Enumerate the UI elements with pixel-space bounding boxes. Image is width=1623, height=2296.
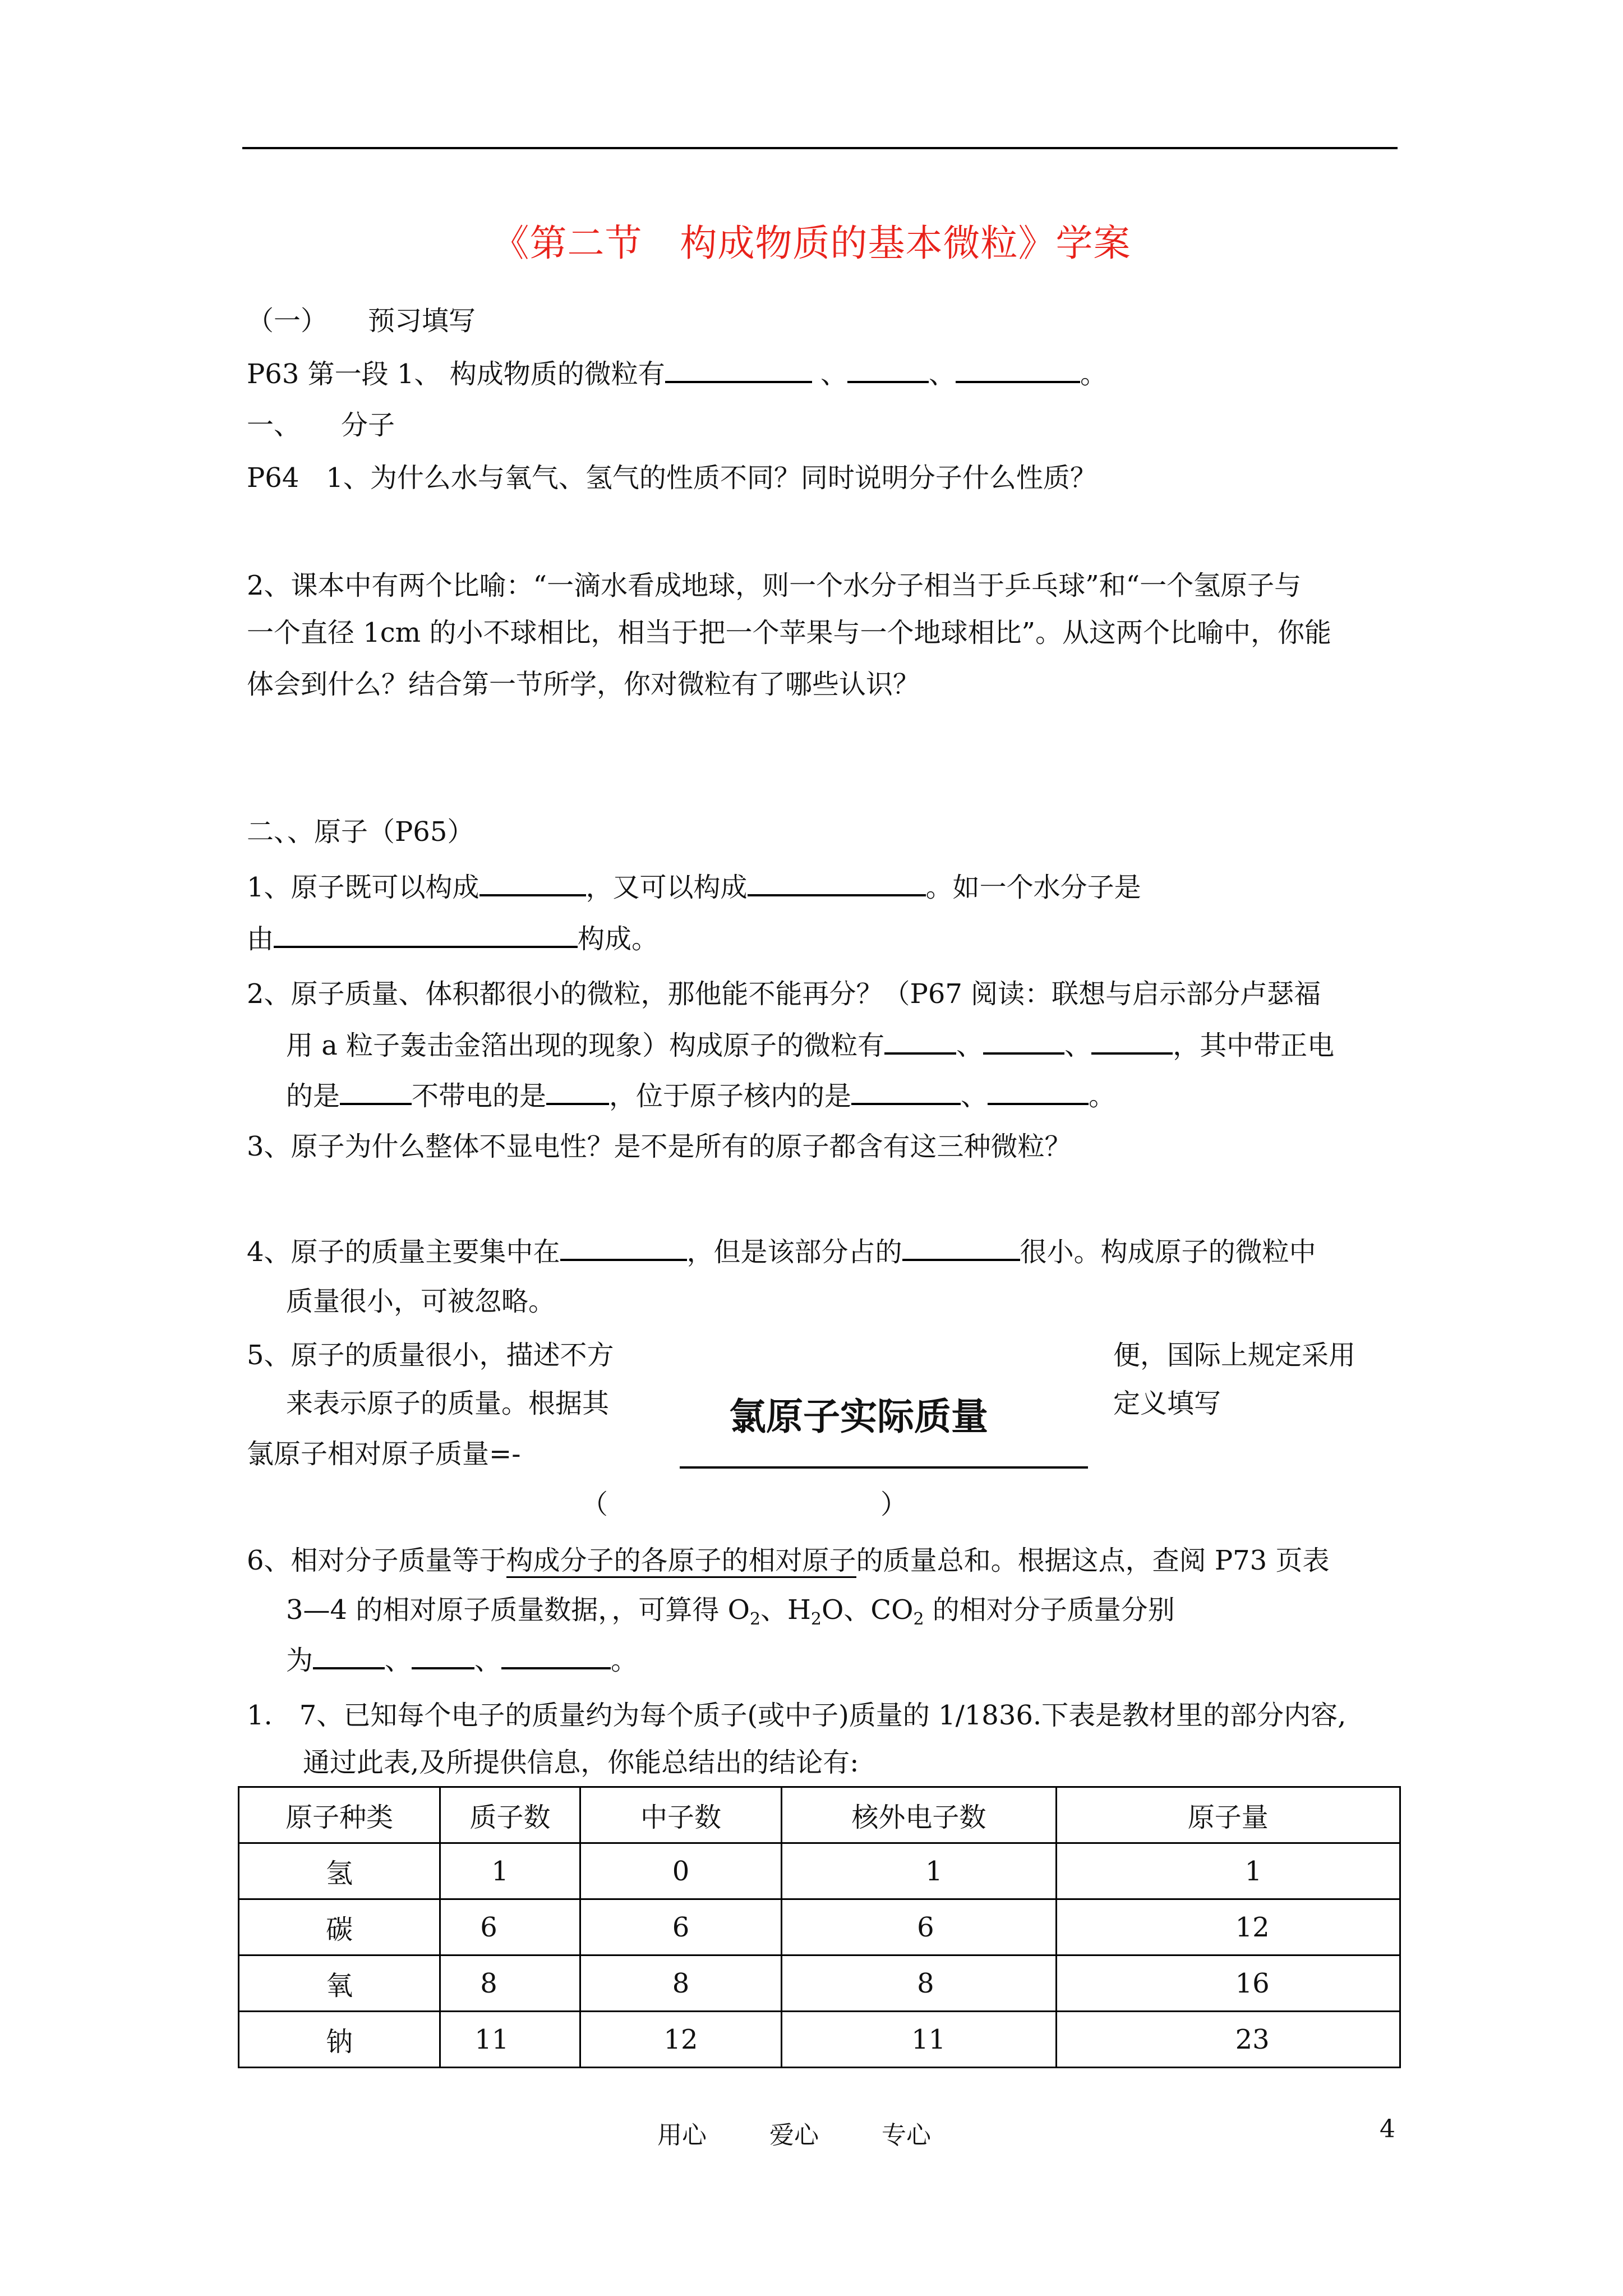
table-cell: 16 [1056, 1955, 1400, 2012]
atom-question-5-left: 氯原子相对原子质量=- [247, 1438, 521, 1470]
question-2-line: 体会到什么？结合第一节所学，你对微粒有了哪些认识？ [247, 669, 920, 700]
header-rule [242, 147, 1398, 149]
fraction-numerator: 氯原子实际质量 [729, 1395, 988, 1438]
table-cell: 8 [440, 1955, 580, 2012]
answer-blank[interactable] [546, 1078, 609, 1105]
question-6-line2: 3—4 的相对原子质量数据，，可算得 $O_2$、$H_2O$、$CO_2$ 的相对分子质量分别 [286, 1594, 1175, 1629]
table-header-cell: 质子数 [440, 1787, 580, 1843]
question-7-line2: 通过此表,及所提供信息，你能总结出的结论有: [303, 1747, 859, 1778]
atom-question-5-right: 便，国际上规定采用 [1113, 1340, 1356, 1371]
answer-blank[interactable] [983, 1028, 1064, 1055]
question-6-line3: 为 、 、 。 [286, 1642, 638, 1677]
atom-data-table [238, 1786, 1401, 2068]
atom-question-3: 3、原子为什么整体不显电性？是不是所有的原子都含有这三种微粒？ [247, 1131, 1072, 1162]
table-cell: 11 [782, 2012, 1056, 2068]
table-header-cell: 原子量 [1056, 1787, 1400, 1843]
table-cell: 氢 [239, 1843, 440, 1899]
table-header-row [239, 1787, 1400, 1843]
table-cell: 8 [580, 1955, 781, 2012]
section-preview-heading: （一） 预习填写 [247, 305, 476, 337]
p63-question: P63 第一段 1、 构成物质的微粒有 、 、 。 [247, 356, 1107, 391]
answer-blank[interactable] [748, 869, 926, 896]
table-cell: 1 [440, 1843, 580, 1899]
answer-blank[interactable] [665, 356, 812, 383]
part2-heading: 二、、原子（P65） [247, 816, 474, 848]
answer-blank[interactable] [847, 356, 929, 383]
atom-question-4: 4、原子的质量主要集中在 ，但是该部分占的 很小。构成原子的微粒中 [247, 1234, 1316, 1269]
answer-blank[interactable] [851, 1078, 961, 1105]
table-cell: 氧 [239, 1955, 440, 2012]
atom-question-1-cont: 由 构成。 [247, 921, 658, 956]
table-cell: 碳 [239, 1899, 440, 1955]
answer-blank[interactable] [884, 1028, 956, 1055]
table-row [239, 1955, 1400, 2012]
fraction-denominator-close: ） [880, 1489, 908, 1520]
page-number: 4 [1380, 2115, 1395, 2143]
answer-blank[interactable] [902, 1234, 1020, 1261]
fraction-bar [680, 1466, 1088, 1469]
answer-blank[interactable] [412, 1642, 474, 1669]
footer-motto: 专心 [882, 2121, 931, 2150]
footer-motto: 爱心 [769, 2121, 819, 2150]
table-row [239, 2012, 1400, 2068]
atom-question-2-line3: 的是 不带电的是 ，位于原子核内的是 、 。 [286, 1078, 1115, 1113]
question-7: 1. 7、已知每个电子的质量约为每个质子(或中子)质量的 1/1836.下表是教材里的部分内容, [247, 1700, 1347, 1731]
atom-question-4-cont: 质量很小，可被忽略。 [286, 1286, 556, 1317]
atom-question-5-left: 5、原子的质量很小，描述不方 [247, 1340, 614, 1371]
atom-question-5-left: 来表示原子的质量。根据其 [286, 1388, 610, 1419]
atom-question-5-right: 定义填写 [1113, 1388, 1221, 1419]
page-title: 《第二节 构成物质的基本微粒》学案 [492, 222, 1131, 265]
answer-blank[interactable] [1091, 1028, 1173, 1055]
answer-blank[interactable] [340, 1078, 412, 1105]
p64-question-1: P64 1、为什么水与氧气、氢气的性质不同？同时说明分子什么性质？ [247, 462, 1097, 494]
underlined-phrase: 构成分子的各原子的相对原子 [506, 1545, 856, 1578]
table-cell: 6 [782, 1899, 1056, 1955]
question-2-line: 一个直径 1cm 的小不球相比，相当于把一个苹果与一个地球相比”。从这两个比喻中，你能 [247, 617, 1331, 648]
table-header-cell: 中子数 [580, 1787, 781, 1843]
answer-blank[interactable] [313, 1642, 385, 1669]
table-cell: 11 [440, 2012, 580, 2068]
table-cell: 0 [580, 1843, 781, 1899]
table-cell: 12 [1056, 1899, 1400, 1955]
table-row [239, 1899, 1400, 1955]
footer-motto: 用心 [657, 2121, 707, 2150]
answer-blank[interactable] [274, 921, 578, 948]
table-cell: 1 [1056, 1843, 1400, 1899]
answer-blank[interactable] [956, 356, 1080, 383]
table-header-cell: 原子种类 [239, 1787, 440, 1843]
answer-blank[interactable] [988, 1078, 1089, 1105]
table-cell: 1 [782, 1843, 1056, 1899]
p63-prefix: P63 第一段 1、 构成物质的微粒有 [247, 358, 665, 390]
table-header-cell: 核外电子数 [782, 1787, 1056, 1843]
atom-question-1: 1、原子既可以构成 ，又可以构成 。如一个水分子是 [247, 869, 1141, 904]
table-row [239, 1843, 1400, 1899]
table-cell: 8 [782, 1955, 1056, 2012]
fraction-denominator-open: （ [581, 1489, 608, 1520]
table-cell: 钠 [239, 2012, 440, 2068]
table-cell: 23 [1056, 2012, 1400, 2068]
answer-blank[interactable] [501, 1642, 611, 1669]
question-6: 6、相对分子质量等于构成分子的各原子的相对原子的质量总和。根据这点，查阅 P73 页表 [247, 1544, 1329, 1577]
atom-question-2: 2、原子质量、体积都很小的微粒，那他能不能再分？（P67 阅读：联想与启示部分卢瑟福 [247, 978, 1321, 1010]
table-cell: 6 [440, 1899, 580, 1955]
table-cell: 6 [580, 1899, 781, 1955]
table-cell: 12 [580, 2012, 781, 2068]
question-2-line: 2、课本中有两个比喻：“一滴水看成地球，则一个水分子相当于乒乓球”和“一个氢原子与 [247, 570, 1302, 601]
answer-blank[interactable] [560, 1234, 687, 1261]
atom-question-2-line2: 用 a 粒子轰击金箔出现的现象）构成原子的微粒有 、 、 ，其中带正电 [286, 1028, 1334, 1062]
answer-blank[interactable] [479, 869, 586, 896]
part1-heading: 一、 分子 [247, 409, 395, 441]
